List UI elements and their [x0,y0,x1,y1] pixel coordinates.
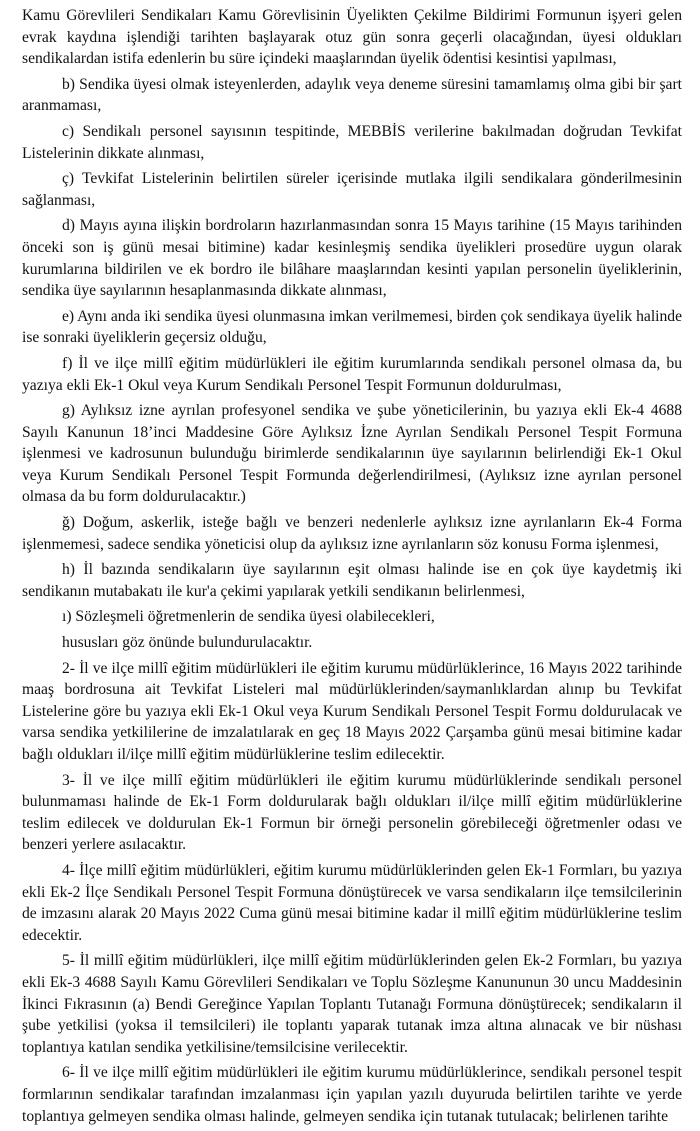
paragraph-d: d) Mayıs ayına ilişkin bordroların hazırlanmasından sonra 15 Mayıs tarihine (15 Mayıs tarihinden önceki son iş günü mesai bitimine) kadar kesinleşmiş sendika üyelikleri prosedüre uygun olarak kurumlarına bildirilen ve ek bordro ile bilâhare maaşlarından kesinti yapılan personelin üyeliklerinin, sendika üye sayılarının hesaplanmasında dikkate alınması, [22,217,682,300]
paragraph-item-5: 5- İl millî eğitim müdürlükleri, ilçe millî eğitim müdürlüklerinden gelen Ek-2 Formları, bu yazıya ekli Ek-3 4688 Sayılı Kamu Görevlileri Sendikaları ve Toplu Sözleşme Kanununun 30 uncu Maddesinin İkinci Fıkrasının (a) Bendi Gereğince Yapılan Toplantı Tutanağı Formuna dönüştürecek; sendikaların il şube yetkilisi (yoksa il temsilcileri) ile toplantı yaparak tutanak imza altına alınacak ve bir nüshası toplantıya katılan sendika yetkilisine/temsilcisine verilecektir. [22,952,682,1056]
paragraph-dotless-i: ı) Sözleşmeli öğretmenlerin de sendika üyesi olabilecekleri, [62,608,435,626]
paragraph-b: b) Sendika üyesi olmak isteyenlerden, adaylık veya deneme süresini tamamlamış olma gibi bir şart aranmaması, [22,75,682,115]
paragraph-item-3: 3- İl ve ilçe millî eğitim müdürlükleri ile eğitim kurumu müdürlüklerinde sendikalı personel bulunmaması halinde de Ek-1 Form doldurularak bağlı oldukları il/ilçe millî eğitim müdürlüklerine teslim edilecek ve doldurulan Ek-1 Formun bir örneği personelin görebileceği öğretmenler odası ve benzeri yerlere asılacaktır. [22,771,682,854]
paragraph-item-4: 4- İlçe millî eğitim müdürlükleri, eğitim kurumu müdürlüklerinden gelen Ek-1 Formları, bu yazıya ekli Ek-2 İlçe Sendikalı Personel Tespit Formuna dönüştürecek ve varsa sendikaların ilçe temsilcilerinin de imzasını alarak 20 Mayıs 2022 Cuma günü mesai bitimine kadar il millî eğitim müdürlüklerine teslim edecektir. [22,861,682,944]
paragraph-e: e) Aynı anda iki sendika üyesi olunmasına imkan verilmemesi, birden çok sendikaya üyelik halinde ise sonraki üyeliklerin geçersiz olduğu, [22,307,682,347]
paragraph-f: f) İl ve ilçe millî eğitim müdürlükleri ile eğitim kurumlarında sendikalı personel olmasa da, bu yazıya ekli Ek-1 Okul veya Kurum Sendikalı Personel Tespit Formunun doldurulması, [22,354,682,394]
paragraph-g: g) Aylıksız izne ayrılan profesyonel sendika ve şube yöneticilerinin, bu yazıya ekli Ek-4 4688 Sayılı Kanunun 18’inci Maddesine Göre Aylıksız İzne Ayrılan Sendikalı Personel Tespit Formuna işlenmesi ve kadrosunun bulunduğu birimlerde sendikalarının üye sayılarının belirlendiği Ek-1 Okul veya Kurum Sendikalı Personel Tespit Formunda değerlendirilmesi, (Aylıksız izne ayrılan personel olmasa da bu form doldurulacaktır.) [22,402,682,506]
paragraph-item-2: 2- İl ve ilçe millî eğitim müdürlükleri ile eğitim kurumu müdürlüklerince, 16 Mayıs 2022 tarihinde maaş bordrosuna ait Tevkifat Listeleri mal müdürlüklerinden/saymanlıklardan alınıp bu Tevkifat Listelerine göre bu yazıya ekli Ek-1 Okul veya Kurum Sendikalı Personel Tespit Formu doldurulacak ve varsa sendika yetkililerine de imzalatılarak en geç 18 Mayıs 2022 Çarşamba günü mesai bitimine kadar bağlı oldukları il/ilçe millî eğitim müdürlüklerine teslim edilecektir. [22,659,682,763]
paragraph-h: h) İl bazında sendikaların üye sayılarının eşit olması halinde ise en çok üye kaydetmiş iki sendikanın mutabakatı ile kur'a çekimi yapılarak yetkili sendikanın belirlenmesi, [22,561,682,600]
paragraph-item-6: 6- İl ve ilçe millî eğitim müdürlükleri ile eğitim kurumu müdürlüklerince, sendikalı personel tespit formlarının sendikalar tarafından imzalanması için yapılan yazılı duyuruda belirtilen tarihte ve yerde toplantıya gelmeyen sendika olması halinde, gelmeyen sendika için tutanak tutulacak; belirlenen tarihte [22,1064,682,1125]
paragraph-closing-note: hususları göz önünde bulundurulacaktır. [62,634,313,652]
document-page [22,5,682,1131]
paragraph-g-breve: ğ) Doğum, askerlik, isteğe bağlı ve benzeri nedenlerle aylıksız izne ayrılanların Ek-4 Forma işlenmemesi, sadece sendika yöneticisi olup da aylıksız izne ayrılanların söz konusu Forma işlenmesi, [22,514,682,553]
paragraph-c: c) Sendikalı personel sayısının tespitinde, MEBBİS verilerine bakılmadan doğrudan Tevkifat Listelerinin dikkate alınması, [22,122,682,162]
paragraph-c-cedilla: ç) Tevkifat Listelerinin belirtilen süreler içerisinde mutlaka ilgili sendikalara gönderilmesinin sağlanması, [22,170,682,209]
paragraph-a-continuation: Kamu Görevlileri Sendikaları Kamu Görevlisinin Üyelikten Çekilme Bildirimi Formunun işyeri gelen evrak kaydına işlendiği tarihten başlayarak otuz gün sonra geçerli olacağından, üyesi oldukları sendikalardan istifa edenlerin bu süre içindeki maaşlarından üyelik ödentisi kesintisi yapılması, [22,7,682,68]
